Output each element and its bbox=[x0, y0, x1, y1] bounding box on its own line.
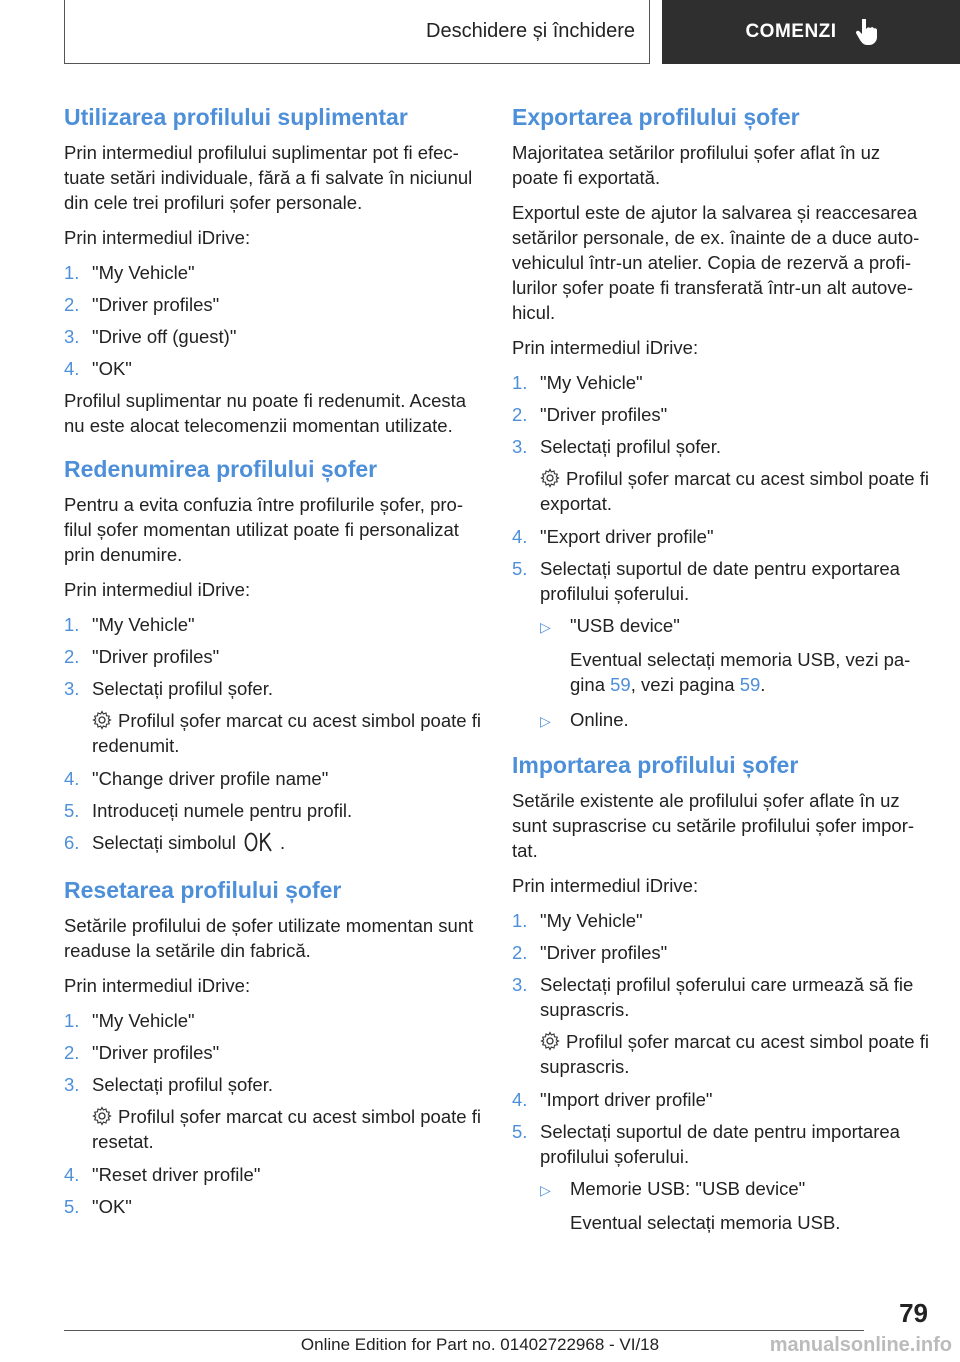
step-text: Selectați suportul de date pentru importarea profilului șoferului. bbox=[540, 1121, 900, 1167]
section-heading: Utilizarea profilului suplimentar bbox=[64, 104, 408, 130]
section-title: Deschidere și închidere bbox=[426, 20, 635, 42]
chapter-title: COMENZI bbox=[745, 21, 837, 42]
list-item bbox=[64, 292, 482, 317]
list-item bbox=[512, 940, 930, 965]
step-number: 3. bbox=[64, 678, 80, 699]
step-text: Selectați simbolul bbox=[92, 832, 236, 853]
note-text: , vezi pagina bbox=[630, 674, 735, 695]
step-number: 5. bbox=[64, 800, 80, 821]
step-number: 4. bbox=[64, 768, 80, 789]
gear-icon bbox=[92, 1106, 112, 1126]
section-heading: Exportarea profilului șofer bbox=[512, 104, 800, 130]
step-text: "OK" bbox=[92, 1196, 132, 1217]
step-text: "OK" bbox=[92, 358, 132, 379]
watermark: manualsonline.info bbox=[769, 1334, 952, 1356]
symbol-note bbox=[540, 466, 930, 516]
step-number: 4. bbox=[512, 526, 528, 547]
pointing-hand-icon bbox=[855, 19, 877, 45]
step-number: 2. bbox=[64, 294, 80, 315]
list-item bbox=[64, 260, 482, 285]
right-column bbox=[512, 100, 930, 1249]
edition-footer: Online Edition for Part no. 01402722968 - VI/18 bbox=[300, 1335, 660, 1354]
list-item bbox=[512, 524, 930, 549]
note-text: Profilul șofer marcat cu acest simbol poate fi exportat. bbox=[540, 468, 929, 514]
section-heading: Redenumirea profilului șofer bbox=[64, 456, 378, 482]
left-column bbox=[64, 100, 482, 1233]
page-number: 79 bbox=[899, 1298, 928, 1328]
section-import-profile bbox=[512, 748, 930, 1235]
step-number: 2. bbox=[64, 1042, 80, 1063]
note-text: Profilul șofer marcat cu acest simbol poate fi resetat. bbox=[92, 1106, 481, 1152]
step-text: Selectați profilul șofer. bbox=[92, 1074, 273, 1095]
section-export-profile bbox=[512, 100, 930, 734]
step-number: 3. bbox=[64, 1074, 80, 1095]
section-heading: Importarea profilului șofer bbox=[512, 752, 799, 778]
step-number: 4. bbox=[64, 1164, 80, 1185]
step-text: Selectați profilul șoferului care urmează să fie suprascris. bbox=[540, 974, 914, 1020]
footer-divider bbox=[64, 1330, 864, 1331]
step-text: "Driver profiles" bbox=[540, 404, 668, 425]
step-number: 5. bbox=[512, 1121, 528, 1142]
gear-icon bbox=[540, 1031, 560, 1051]
list-item bbox=[64, 798, 482, 823]
step-number: 1. bbox=[512, 372, 528, 393]
step-number: 5. bbox=[64, 1196, 80, 1217]
step-text: "Driver profiles" bbox=[540, 942, 668, 963]
page-link[interactable]: 59 bbox=[739, 674, 761, 695]
page-link[interactable]: 59 bbox=[610, 674, 631, 695]
list-item bbox=[512, 434, 930, 459]
list-item bbox=[64, 356, 482, 381]
step-text-end: . bbox=[279, 832, 286, 853]
step-number: 4. bbox=[64, 358, 80, 379]
list-item bbox=[64, 1008, 482, 1033]
step-number: 1. bbox=[64, 614, 80, 635]
paragraph: Profilul suplimentar nu poate fi redenumit. Acesta nu este alocat telecomenzii momentan utilizate. bbox=[64, 390, 467, 436]
list-item bbox=[64, 1040, 482, 1065]
list-item bbox=[64, 1072, 482, 1097]
sub-list bbox=[540, 1176, 930, 1235]
list-item bbox=[512, 556, 930, 606]
note-text: . bbox=[760, 674, 766, 695]
symbol-note bbox=[92, 1104, 482, 1154]
list-item bbox=[512, 1119, 930, 1169]
step-number: 1. bbox=[64, 262, 80, 283]
paragraph: Prin intermediul iDrive: bbox=[512, 875, 699, 896]
chapter-tab bbox=[662, 0, 960, 64]
step-text: "Export driver profile" bbox=[540, 526, 714, 547]
list-item bbox=[512, 1087, 930, 1112]
step-text: "Change driver profile name" bbox=[92, 768, 329, 789]
list-item bbox=[64, 1162, 482, 1187]
list-item bbox=[512, 908, 930, 933]
step-number: 1. bbox=[64, 1010, 80, 1031]
sub-item-text: "USB device" bbox=[570, 615, 680, 636]
triangle-bullet-icon: ▷ bbox=[540, 1182, 551, 1198]
gear-icon bbox=[540, 468, 560, 488]
step-text: "Drive off (guest)" bbox=[92, 326, 237, 347]
step-number: 3. bbox=[512, 974, 528, 995]
paragraph: Majoritatea setărilor profilului șofer aflat în uz poate fi exportată. bbox=[512, 142, 881, 188]
step-text: "My Vehicle" bbox=[540, 910, 643, 931]
note-text: Profilul șofer marcat cu acest simbol poate fi suprascris. bbox=[540, 1031, 929, 1077]
step-text: "Driver profiles" bbox=[92, 1042, 220, 1063]
list-item bbox=[512, 370, 930, 395]
sub-item-note: Eventual selectați memoria USB. bbox=[570, 1212, 841, 1233]
step-number: 3. bbox=[512, 436, 528, 457]
paragraph: Pentru a evita confuzia între profilurile șofer, pro-filul șofer momentan utilizat poate fi personalizat prin denumire. bbox=[64, 494, 463, 565]
note-text: Profilul șofer marcat cu acest simbol poate fi redenumit. bbox=[92, 710, 481, 756]
list-item bbox=[64, 676, 482, 701]
step-number: 4. bbox=[512, 1089, 528, 1110]
step-text: Selectați profilul șofer. bbox=[540, 436, 721, 457]
sub-list bbox=[540, 613, 930, 734]
paragraph: Prin intermediul iDrive: bbox=[64, 975, 251, 996]
list-item bbox=[64, 612, 482, 637]
step-number: 2. bbox=[512, 404, 528, 425]
sub-item-note bbox=[570, 647, 930, 697]
paragraph: Prin intermediul iDrive: bbox=[64, 227, 251, 248]
list-item bbox=[512, 972, 930, 1022]
step-number: 6. bbox=[64, 832, 80, 853]
sub-list-item bbox=[540, 1176, 930, 1203]
paragraph: Setările existente ale profilului șofer aflate în uz sunt suprascrise cu setările profilului șofer impor-tat. bbox=[512, 790, 915, 861]
step-text: "My Vehicle" bbox=[92, 614, 195, 635]
paragraph: Prin intermediul iDrive: bbox=[512, 337, 699, 358]
section-rename-profile bbox=[64, 452, 482, 859]
ok-icon bbox=[244, 831, 274, 859]
step-text: "My Vehicle" bbox=[92, 1010, 195, 1031]
sub-list-item bbox=[540, 707, 930, 734]
symbol-note bbox=[540, 1029, 930, 1079]
gear-icon bbox=[92, 710, 112, 730]
step-text: Selectați suportul de date pentru exportarea profilului șoferului. bbox=[540, 558, 900, 604]
list-item bbox=[64, 644, 482, 669]
step-number: 3. bbox=[64, 326, 80, 347]
list-item bbox=[64, 766, 482, 791]
list-item bbox=[512, 402, 930, 427]
step-text: Selectați profilul șofer. bbox=[92, 678, 273, 699]
step-text: "Driver profiles" bbox=[92, 646, 220, 667]
sub-item-text: Online. bbox=[570, 709, 629, 730]
section-heading: Resetarea profilului șofer bbox=[64, 877, 342, 903]
section-reset-profile bbox=[64, 873, 482, 1219]
list-item bbox=[64, 1194, 482, 1219]
sub-list-item bbox=[540, 613, 930, 640]
step-number: 2. bbox=[512, 942, 528, 963]
step-number: 2. bbox=[64, 646, 80, 667]
step-text: "Driver profiles" bbox=[92, 294, 220, 315]
paragraph: Setările profilului de șofer utilizate momentan sunt readuse la setările din fabrică. bbox=[64, 915, 474, 961]
paragraph: Prin intermediul iDrive: bbox=[64, 579, 251, 600]
symbol-note bbox=[92, 708, 482, 758]
triangle-bullet-icon: ▷ bbox=[540, 619, 551, 635]
note-text: Eventual selectați memoria USB, vezi pa-gina bbox=[570, 649, 911, 695]
paragraph: Prin intermediul profilului suplimentar pot fi efec-tuate setări individuale, fără a fi salvate în niciunul din cele trei profiluri șofer personale. bbox=[64, 142, 473, 213]
section-additional-profile bbox=[64, 100, 482, 438]
step-text: "Reset driver profile" bbox=[92, 1164, 261, 1185]
triangle-bullet-icon: ▷ bbox=[540, 713, 551, 729]
list-item bbox=[64, 830, 482, 859]
step-text: "My Vehicle" bbox=[540, 372, 643, 393]
step-number: 1. bbox=[512, 910, 528, 931]
section-tab bbox=[64, 0, 650, 64]
step-number: 5. bbox=[512, 558, 528, 579]
list-item bbox=[64, 324, 482, 349]
paragraph: Exportul este de ajutor la salvarea și reaccesarea setărilor personale, de ex. înainte de a duce auto-vehiculul într-un atelier. Copia de rezervă a profi-lurilor șofer poate fi transferată într-un alt autove-hicul. bbox=[512, 202, 920, 323]
step-text: "My Vehicle" bbox=[92, 262, 195, 283]
step-list bbox=[64, 260, 482, 381]
step-text: "Import driver profile" bbox=[540, 1089, 713, 1110]
step-text: Introduceți numele pentru profil. bbox=[92, 800, 353, 821]
sub-item-text: Memorie USB: "USB device" bbox=[570, 1178, 806, 1199]
